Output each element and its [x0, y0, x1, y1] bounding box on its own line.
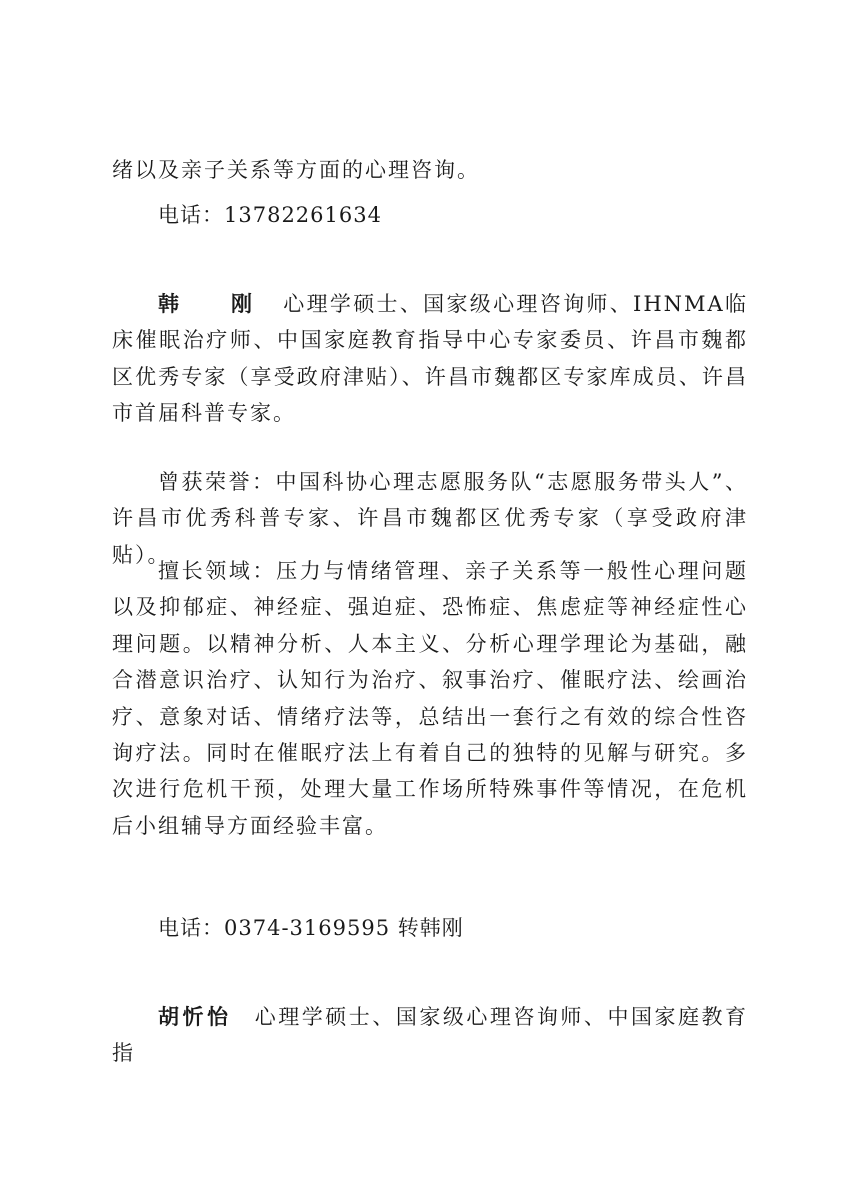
profile-han-gang-intro — [112, 286, 748, 432]
previous-phone: 电话：13782261634 — [158, 203, 382, 227]
profile-han-gang-expertise: 擅长领域：压力与情绪管理、亲子关系等一般性心理问题以及抑郁症、神经症、强迫症、恐怖症、焦虑症等神经症性心理问题。以精神分析、人本主义、分析心理学理论为基础，融合潜意识治疗、认知行为治疗、叙事治疗、催眠疗法、绘画治疗、意象对话、情绪疗法等，总结出一套行之有效的综合性咨询疗法。同时在催眠疗法上有着自己的独特的见解与研究。多次进行危机干预，处理大量工作场所特殊事件等情况，在危机后小组辅导方面经验丰富。 — [112, 559, 748, 838]
profile-han-gang-honors: 曾获荣誉：中国科协心理志愿服务队“志愿服务带头人”、许昌市优秀科普专家、许昌市魏都区优秀专家（享受政府津贴）。 — [112, 470, 748, 567]
profile-name-hu-xinyi: 胡忻怡 — [158, 1005, 232, 1029]
profile-intro-text: 心理学硕士、国家级心理咨询师、中国家庭教育指 — [112, 1005, 749, 1066]
continuation-paragraph: 绪以及亲子关系等方面的心理咨询。 — [112, 158, 480, 182]
profile-intro-text: 心理学硕士、国家级心理咨询师、IHNMA临床催眠治疗师、中国家庭教育指导中心专家委员、许昌市魏都区优秀专家（享受政府津贴）、许昌市魏都区专家库成员、许昌市首届科普专家。 — [112, 292, 748, 426]
profile-han-gang-phone: 电话：0374-3169595 转韩刚 — [158, 916, 464, 940]
profile-hu-xinyi-intro — [112, 999, 748, 1072]
profile-name-han-gang: 韩 刚 — [158, 292, 275, 316]
